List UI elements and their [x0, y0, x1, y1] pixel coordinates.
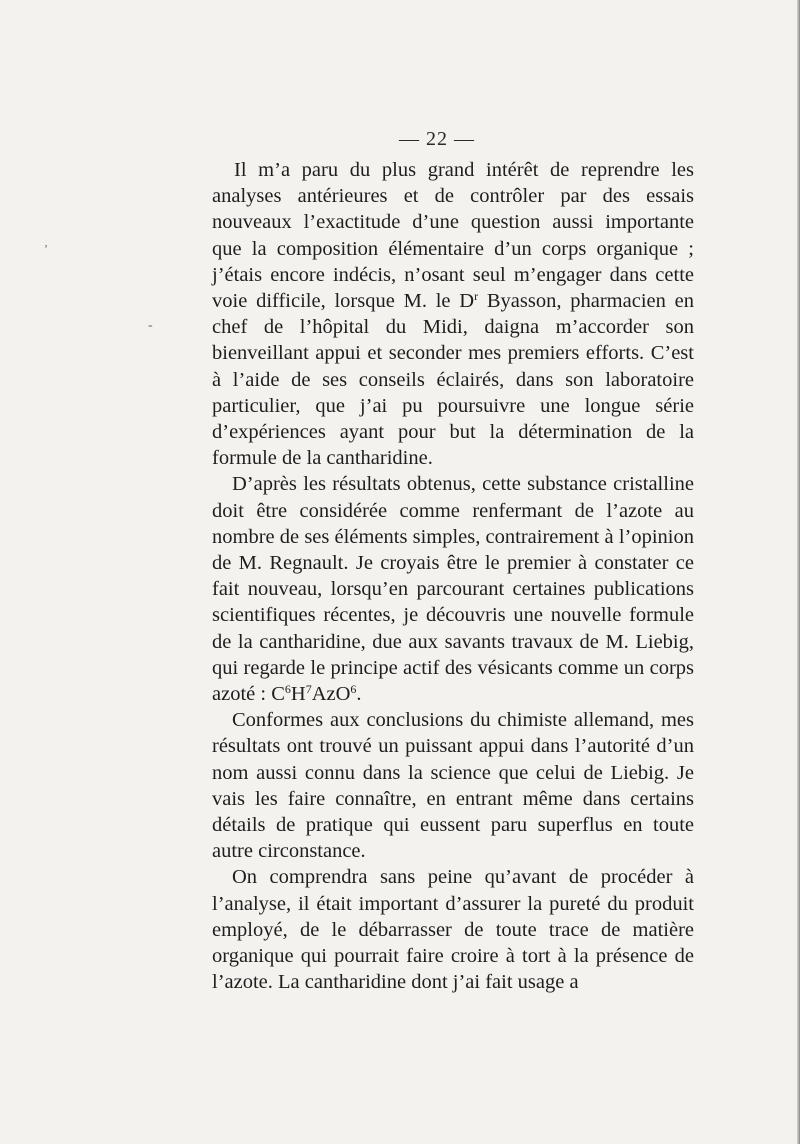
formula-element: AzO — [311, 683, 351, 706]
paragraph: Il m’a paru du plus grand intérêt de reprendre les analyses antérieures et de contrôler par des essais nouveaux l’exactitude d’une question aussi importante que la composition élémentaire d’un corps organique ; j’étais encore indécis, n’osant seul m’engager dans cette voie difficile, lorsque M. le $D^r$ Byasson, pharmacien en chef de l’hôpital du Midi, daigna m’accorder son bienveillant appui et seconder mes premiers efforts. C’est à l’aide de ses conseils éclairés, dans son laboratoire particulier, que j’ai pu poursuivre une longue série d’expériences ayant pour but la détermination de la formule de la cantharidine. — [212, 159, 694, 470]
paragraph — [212, 471, 694, 707]
page-number: — 22 — — [399, 128, 475, 150]
formula-period: . — [356, 683, 362, 706]
formula-count: 6 — [284, 682, 291, 697]
paragraph: On comprendra sans peine qu’avant de procéder à l’analyse, il était important d’assurer la pureté du produit employé, de le débarrasser de toute trace de matière organique qui pourrait faire croire à tort à la présence de l’azote. La cantharidine dont j’ai fait usage a — [212, 866, 694, 994]
paragraph-text: D’après les résultats obtenus, cette substance cristalline doit être considérée comme renfermant de l’azote au nombre de ses éléments simples, contrairement à l’opinion de M. Regnault. Je croyais être le premier à constater ce fait nouveau, lorsqu’en parcourant certaines publications scientifiques récentes, je découvris une nouvelle formule de la cantharidine, due aux savants travaux de M. Liebig, qui regarde le principe actif des vésicants comme un corps azoté : — [212, 473, 694, 706]
formula-element: C — [271, 683, 285, 706]
formula-count: 6 — [350, 682, 357, 697]
chemical-formula — [271, 683, 361, 705]
body-text — [212, 157, 694, 996]
formula-element: H — [290, 683, 306, 706]
margin-mark: - — [148, 318, 153, 333]
paragraph: Conformes aux conclusions du chimiste allemand, mes résultats ont trouvé un puissant appui dans l’autorité d’un nom aussi connu dans la science que celui de Liebig. Je vais les faire connaître, en entrant même dans certains détails de pratique qui eussent paru superflus en toute autre circonstance. — [212, 709, 694, 863]
margin-mark: ‚ — [44, 235, 48, 249]
formula-count: 7 — [305, 682, 312, 697]
